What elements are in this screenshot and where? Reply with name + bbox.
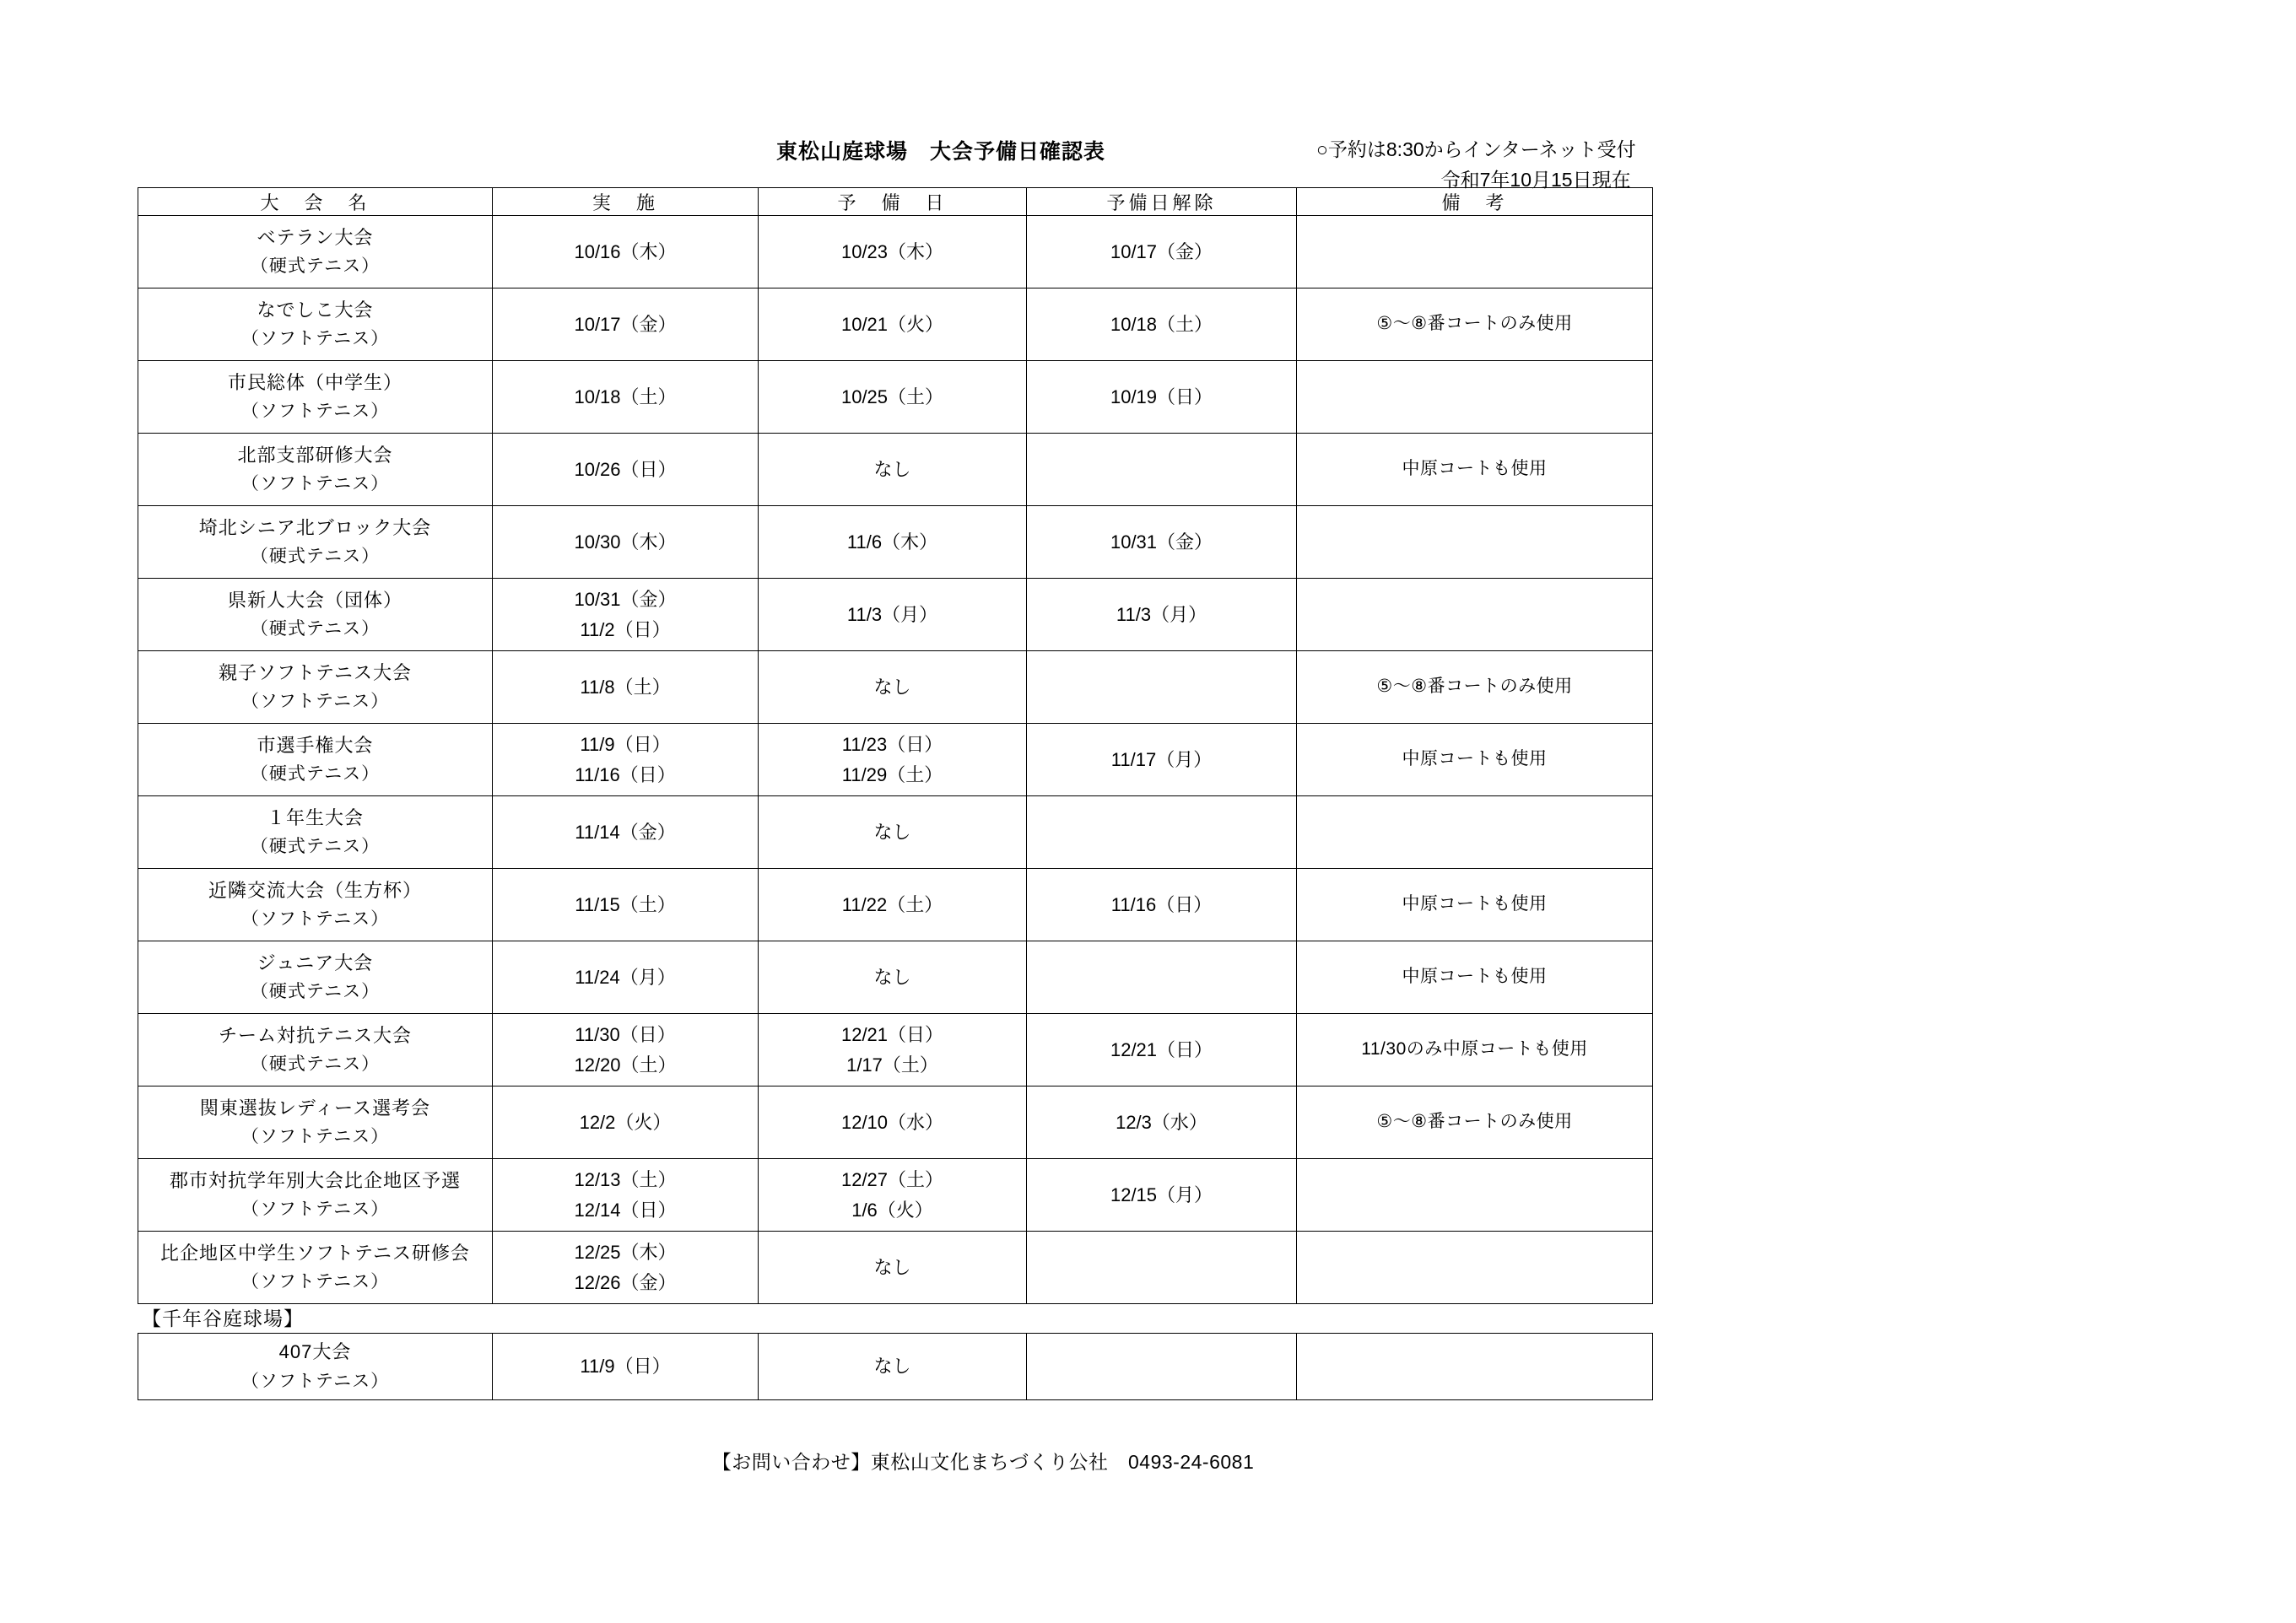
cell-date	[493, 579, 759, 651]
cell-remark	[1297, 216, 1653, 288]
cell-backup-date	[759, 361, 1027, 434]
cell-date	[493, 216, 759, 288]
event-name-line1: １年生大会	[266, 806, 364, 828]
date-line1: 11/15（土）	[575, 893, 676, 915]
backup-line2: 1/17（土）	[846, 1054, 938, 1076]
remark-text: ⑤～⑧番コートのみ使用	[1376, 314, 1573, 334]
event-name-line1: なでしこ大会	[257, 299, 374, 321]
cell-remark	[1297, 651, 1653, 724]
schedule-table-body	[138, 216, 1653, 1304]
cell-event-name	[138, 651, 493, 724]
date-line1: 11/30（日）	[575, 1023, 676, 1045]
event-name-line2: （ソフトテニス）	[240, 1371, 390, 1391]
event-name-line1: 407大会	[278, 1341, 352, 1363]
cell-release-date	[1027, 216, 1297, 288]
cell-release-date	[1027, 1232, 1297, 1304]
backup-line1: なし	[873, 458, 911, 480]
cell-event-name	[138, 288, 493, 361]
release-line1: 11/17（月）	[1110, 748, 1213, 770]
cell-release-date	[1027, 434, 1297, 506]
cell-release-date	[1027, 579, 1297, 651]
release-line1: 10/31（金）	[1110, 531, 1213, 553]
cell-release-date	[1027, 361, 1297, 434]
event-name-line2: （硬式テニス）	[250, 256, 381, 277]
page-title: 東松山庭球場 大会予備日確認表	[775, 140, 1105, 164]
cell-date	[493, 796, 759, 869]
event-name-line1: 市選手権大会	[257, 734, 374, 756]
event-name-line2: （ソフトテニス）	[240, 402, 390, 422]
event-name-line2: （ソフトテニス）	[240, 1272, 390, 1292]
cell-remark	[1297, 506, 1653, 579]
cell-event-name	[138, 1232, 493, 1304]
column-header-remark: 備 考	[1297, 188, 1653, 216]
remark-text: 11/30のみ中原コートも使用	[1361, 1039, 1588, 1060]
cell-remark	[1297, 796, 1653, 869]
date-line1: 11/24（月）	[575, 966, 676, 988]
column-header-date: 実 施	[493, 188, 759, 216]
event-name-line2: （ソフトテニス）	[240, 909, 390, 930]
cell-release-date	[1027, 1086, 1297, 1159]
cell-remark	[1297, 724, 1653, 796]
cell-backup-date	[759, 941, 1027, 1014]
asof-date: 令和7年10月15日現在	[1440, 168, 1631, 191]
cell-event-name	[138, 1334, 493, 1400]
backup-line1: なし	[873, 1356, 911, 1378]
backup-line1: なし	[873, 1256, 911, 1278]
cell-date	[493, 1159, 759, 1232]
table-row	[138, 1159, 1653, 1232]
cell-event-name	[138, 434, 493, 506]
cell-backup-date	[759, 1086, 1027, 1159]
cell-event-name	[138, 361, 493, 434]
remark-text: ⑤～⑧番コートのみ使用	[1376, 1112, 1573, 1132]
cell-remark	[1297, 288, 1653, 361]
table-row	[138, 1232, 1653, 1304]
date-line2: 12/26（金）	[574, 1271, 677, 1293]
column-header-name: 大 会 名	[138, 188, 493, 216]
date-line2: 12/20（土）	[574, 1054, 677, 1076]
date-line1: 11/14（金）	[575, 821, 676, 843]
cell-date	[493, 506, 759, 579]
backup-line1: 11/6（木）	[846, 531, 938, 553]
date-line2: 11/16（日）	[575, 763, 676, 785]
cell-remark	[1297, 434, 1653, 506]
cell-event-name	[138, 506, 493, 579]
table-row	[138, 579, 1653, 651]
remark-text: 中原コートも使用	[1402, 967, 1548, 987]
table-header-row	[138, 188, 1653, 216]
cell-date	[493, 288, 759, 361]
date-line1: 10/26（日）	[574, 458, 677, 480]
date-line1: 11/9（日）	[580, 733, 671, 755]
release-line1: 12/21（日）	[1110, 1038, 1213, 1060]
event-name-line1: チーム対抗テニス大会	[218, 1024, 413, 1046]
cell-event-name	[138, 796, 493, 869]
contact-footer: 【お問い合わせ】東松山文化まちづくり公社 0493-24-6081	[711, 1451, 1255, 1473]
date-line2: 12/14（日）	[574, 1199, 677, 1221]
date-line1: 10/16（木）	[574, 240, 677, 262]
cell-release-date	[1027, 1334, 1297, 1400]
table-row	[138, 1014, 1653, 1086]
event-name-line1: 県新人大会（団体）	[227, 589, 402, 611]
date-line1: 10/17（金）	[574, 313, 677, 335]
event-name-line2: （ソフトテニス）	[240, 1127, 390, 1147]
cell-remark	[1297, 1014, 1653, 1086]
cell-date	[493, 361, 759, 434]
event-name-line2: （硬式テニス）	[250, 619, 381, 639]
backup-line1: 12/10（水）	[840, 1111, 944, 1133]
cell-release-date	[1027, 1159, 1297, 1232]
event-name-line1: 近隣交流大会（生方杯）	[208, 879, 422, 901]
event-name-line1: ジュニア大会	[257, 952, 374, 973]
table-row	[138, 1086, 1653, 1159]
event-name-line2: （硬式テニス）	[250, 1054, 381, 1075]
cell-release-date	[1027, 796, 1297, 869]
cell-event-name	[138, 941, 493, 1014]
cell-backup-date	[759, 796, 1027, 869]
table-row	[138, 651, 1653, 724]
backup-line1: 12/27（土）	[840, 1168, 944, 1190]
table-row	[138, 434, 1653, 506]
cell-backup-date	[759, 1014, 1027, 1086]
cell-event-name	[138, 216, 493, 288]
event-name-line1: 親子ソフトテニス大会	[218, 661, 413, 683]
cell-date	[493, 1232, 759, 1304]
date-line1: 11/8（土）	[580, 676, 671, 698]
schedule-table	[138, 187, 1653, 1304]
backup-line1: 10/23（木）	[840, 240, 944, 262]
release-line1: 10/19（日）	[1110, 386, 1213, 407]
remark-text: 中原コートも使用	[1402, 749, 1548, 769]
event-name-line2: （硬式テニス）	[250, 837, 381, 857]
cell-date	[493, 724, 759, 796]
reservation-note: ○予約は8:30からインターネット受付	[1316, 138, 1636, 160]
cell-date	[493, 941, 759, 1014]
cell-backup-date	[759, 869, 1027, 941]
backup-line1: 11/3（月）	[846, 603, 938, 625]
cell-date	[493, 651, 759, 724]
cell-backup-date	[759, 1334, 1027, 1400]
cell-event-name	[138, 1086, 493, 1159]
date-line1: 12/2（火）	[579, 1111, 672, 1133]
cell-remark	[1297, 1232, 1653, 1304]
cell-date	[493, 434, 759, 506]
event-name-line2: （硬式テニス）	[250, 547, 381, 567]
table-row	[138, 1334, 1653, 1400]
release-line1: 12/3（水）	[1116, 1111, 1207, 1133]
event-name-line1: ベテラン大会	[257, 226, 374, 248]
cell-date	[493, 1334, 759, 1400]
release-line1: 11/3（月）	[1116, 603, 1207, 625]
schedule-table-chitoseya	[138, 1333, 1653, 1400]
release-line1: 10/18（土）	[1110, 313, 1213, 335]
cell-backup-date	[759, 506, 1027, 579]
event-name-line2: （硬式テニス）	[250, 764, 381, 785]
backup-line1: なし	[873, 821, 911, 843]
table-row	[138, 796, 1653, 869]
cell-release-date	[1027, 288, 1297, 361]
cell-remark	[1297, 579, 1653, 651]
cell-event-name	[138, 1159, 493, 1232]
backup-line1: 10/25（土）	[840, 386, 944, 407]
cell-remark	[1297, 869, 1653, 941]
cell-backup-date	[759, 579, 1027, 651]
date-line1: 10/31（金）	[574, 588, 677, 610]
cell-backup-date	[759, 288, 1027, 361]
event-name-line1: 比企地区中学生ソフトテニス研修会	[159, 1242, 471, 1264]
date-line1: 10/18（土）	[574, 386, 677, 407]
table-row	[138, 288, 1653, 361]
cell-backup-date	[759, 434, 1027, 506]
cell-release-date	[1027, 869, 1297, 941]
cell-backup-date	[759, 1232, 1027, 1304]
backup-line1: なし	[873, 676, 911, 698]
cell-release-date	[1027, 724, 1297, 796]
cell-event-name	[138, 579, 493, 651]
cell-release-date	[1027, 506, 1297, 579]
event-name-line2: （ソフトテニス）	[240, 329, 390, 349]
event-name-line1: 北部支部研修大会	[237, 444, 393, 466]
column-header-backup: 予 備 日	[759, 188, 1027, 216]
table-row	[138, 361, 1653, 434]
event-name-line1: 関東選抜レディース選考会	[199, 1097, 431, 1119]
remark-text: ⑤～⑧番コートのみ使用	[1376, 677, 1573, 697]
table-row	[138, 506, 1653, 579]
event-name-line1: 埼北シニア北ブロック大会	[198, 516, 432, 538]
cell-remark	[1297, 1086, 1653, 1159]
column-header-release: 予備日解除	[1027, 188, 1297, 216]
cell-date	[493, 1086, 759, 1159]
cell-release-date	[1027, 941, 1297, 1014]
cell-remark	[1297, 1159, 1653, 1232]
date-line1: 11/9（日）	[580, 1356, 671, 1378]
backup-line2: 1/6（火）	[851, 1199, 933, 1221]
table-row	[138, 941, 1653, 1014]
remark-text: 中原コートも使用	[1402, 894, 1548, 914]
event-name-line1: 市民総体（中学生）	[227, 371, 402, 393]
cell-remark	[1297, 1334, 1653, 1400]
section-label-chitoseya: 【千年谷庭球場】	[142, 1308, 304, 1329]
date-line2: 11/2（日）	[580, 618, 671, 640]
event-name-line2: （硬式テニス）	[250, 982, 381, 1002]
release-line1: 12/15（月）	[1110, 1184, 1213, 1205]
cell-backup-date	[759, 1159, 1027, 1232]
event-name-line2: （ソフトテニス）	[240, 692, 390, 712]
release-line1: 11/16（日）	[1110, 893, 1213, 915]
backup-line1: なし	[873, 966, 911, 988]
date-line1: 12/25（木）	[574, 1241, 677, 1263]
backup-line1: 12/21（日）	[840, 1023, 944, 1045]
event-name-line1: 郡市対抗学年別大会比企地区予選	[169, 1169, 461, 1191]
cell-date	[493, 869, 759, 941]
backup-line1: 11/22（土）	[841, 893, 943, 915]
cell-backup-date	[759, 724, 1027, 796]
date-line1: 10/30（木）	[574, 531, 677, 553]
cell-release-date	[1027, 651, 1297, 724]
backup-line2: 11/29（土）	[841, 763, 943, 785]
backup-line1: 10/21（火）	[840, 313, 944, 335]
header-notes	[1316, 135, 1636, 195]
cell-event-name	[138, 1014, 493, 1086]
date-line1: 12/13（土）	[574, 1168, 677, 1190]
cell-backup-date	[759, 651, 1027, 724]
event-name-line2: （ソフトテニス）	[240, 474, 390, 494]
remark-text: 中原コートも使用	[1402, 459, 1548, 479]
cell-release-date	[1027, 1014, 1297, 1086]
event-name-line2: （ソフトテニス）	[240, 1200, 390, 1220]
cell-event-name	[138, 724, 493, 796]
table-row	[138, 724, 1653, 796]
cell-date	[493, 1014, 759, 1086]
table-row	[138, 216, 1653, 288]
table-row	[138, 869, 1653, 941]
release-line1: 10/17（金）	[1110, 240, 1213, 262]
cell-remark	[1297, 941, 1653, 1014]
cell-backup-date	[759, 216, 1027, 288]
cell-event-name	[138, 869, 493, 941]
cell-remark	[1297, 361, 1653, 434]
backup-line1: 11/23（日）	[841, 733, 943, 755]
